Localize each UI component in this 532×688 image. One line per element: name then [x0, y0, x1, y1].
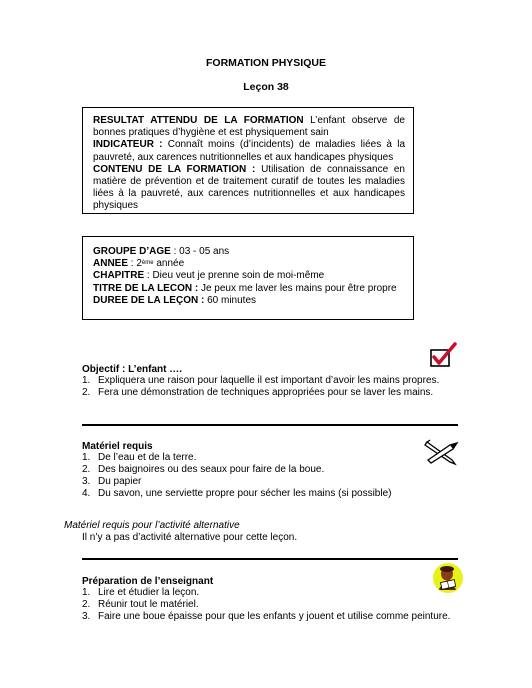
teacher-reading-icon	[432, 562, 464, 594]
expected-result-box	[82, 107, 414, 214]
preparation-title: Préparation de l’enseignant	[82, 576, 214, 587]
objective-list	[82, 375, 462, 399]
section-divider	[82, 424, 458, 426]
materials-list	[82, 452, 462, 500]
list-item: 4. Du savon, une serviette propre pour sécher les mains (si possible)	[82, 488, 392, 499]
lesson-number: Leçon 38	[243, 81, 289, 93]
list-item: 1. Lire et étudier la leçon.	[82, 587, 200, 598]
list-item: 2. Fera une démonstration de techniques appropriées pour se laver les mains.	[82, 387, 434, 398]
alternative-title: Matériel requis pour l’activité alternative	[64, 520, 240, 531]
list-item: 3. Du papier	[82, 476, 142, 487]
pencils-icon	[424, 438, 460, 466]
preparation-list	[82, 587, 462, 623]
chapter-line: CHAPITRE : Dieu veut je prenne soin de moi-même	[93, 270, 325, 282]
list-item: 2. Des baignoires ou des seaux pour faire de la boue.	[82, 464, 325, 475]
list-item: 2. Réunir tout le matériel.	[82, 599, 199, 610]
expected-result-paragraph: RESULTAT ATTENDU DE LA FORMATION L’enfant observe de bonnes pratiques d’hygiène et est physiquement sain	[93, 115, 405, 139]
list-item: 1. Expliquera une raison pour laquelle il est important d’avoir les mains propres.	[82, 375, 440, 386]
document-title: FORMATION PHYSIQUE	[206, 57, 326, 69]
objective-title: Objectif : L’enfant ….	[82, 364, 183, 375]
materials-title: Matériel requis	[82, 441, 153, 452]
year-line: ANNEE : 2ème année	[93, 258, 185, 270]
lesson-title-line: TITRE DE LA LECON : Je peux me laver les mains pour être propre	[93, 282, 397, 294]
list-item: 1. De l’eau et de la terre.	[82, 452, 197, 463]
content-paragraph: CONTENU DE LA FORMATION : Utilisation de connaissance en matière de prévention et de traitement curatif de toutes les maladies liées à la pauvreté, aux carences nutritionnelles et aux handicapes physiques	[93, 163, 405, 212]
age-group-line: GROUPE D’AGE : 03 - 05 ans	[93, 246, 230, 257]
section-divider	[82, 558, 458, 560]
lesson-info-box	[82, 236, 414, 320]
list-item: 3. Faire une boue épaisse pour que les enfants y jouent et utilise comme peinture.	[82, 611, 451, 622]
indicator-paragraph: INDICATEUR : Connaît moins (d’incidents) de maladies liées à la pauvreté, aux carences nutritionnelles et aux handicapes physiques	[93, 139, 405, 163]
alternative-text: Il n’y a pas d’activité alternative pour cette leçon.	[82, 532, 298, 543]
checkbox-check-icon	[429, 342, 459, 368]
duration-line: DUREE DE LA LEÇON : 60 minutes	[93, 294, 257, 306]
